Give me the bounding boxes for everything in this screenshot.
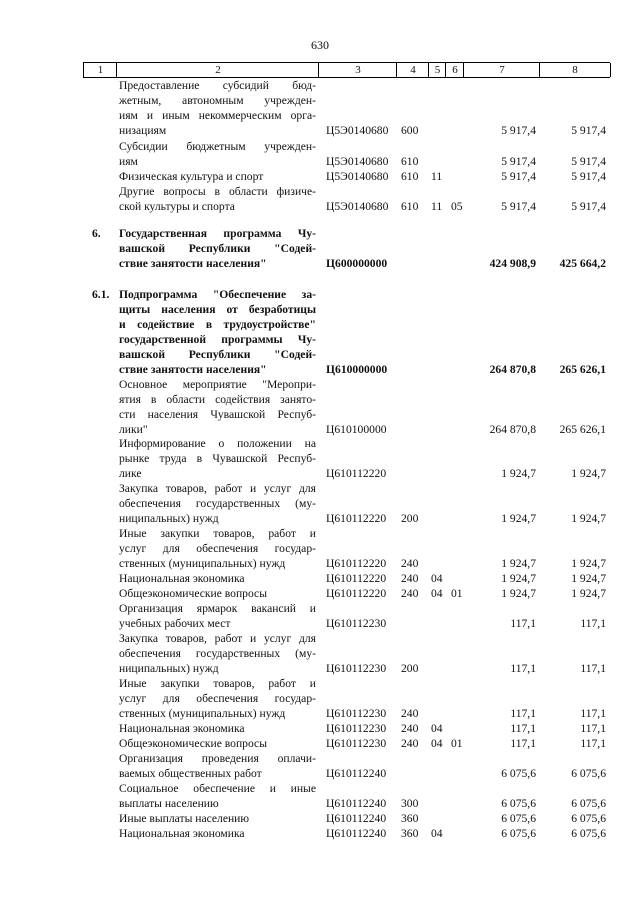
table-row bbox=[0, 481, 640, 526]
row-description bbox=[119, 526, 316, 571]
table-row bbox=[0, 781, 640, 811]
description-line: низациям bbox=[119, 124, 167, 137]
description-line: обеспечения государственных (му- bbox=[119, 497, 316, 510]
expense-type-code: 610 bbox=[401, 170, 419, 183]
expense-type-code: 610 bbox=[401, 200, 419, 213]
amount-col-8: 117,1 bbox=[580, 722, 606, 735]
section-code: 04 bbox=[431, 587, 443, 600]
description-line: Организация ярмарок вакансий и bbox=[119, 602, 316, 615]
header-col-3: 3 bbox=[318, 63, 397, 77]
header-col-7: 7 bbox=[463, 63, 540, 77]
target-article-code: Ц610112230 bbox=[326, 662, 387, 675]
description-line: Другие вопросы в области физиче- bbox=[119, 185, 316, 198]
amount-col-7: 5 917,4 bbox=[501, 200, 536, 213]
table-row bbox=[0, 586, 640, 601]
amount-col-8: 117,1 bbox=[580, 662, 606, 675]
expense-type-code: 200 bbox=[401, 662, 419, 675]
table-row bbox=[0, 721, 640, 736]
row-description bbox=[119, 139, 316, 169]
section-code: 04 bbox=[431, 572, 443, 585]
amount-col-8: 1 924,7 bbox=[571, 467, 606, 480]
expense-type-code: 300 bbox=[401, 797, 419, 810]
section-code: 04 bbox=[431, 722, 443, 735]
target-article-code: Ц5Э0140680 bbox=[326, 124, 389, 137]
description-line: выплаты населению bbox=[119, 797, 219, 810]
target-article-code: Ц610112220 bbox=[326, 587, 387, 600]
description-line: Иные закупки товаров, работ и bbox=[119, 677, 316, 690]
target-article-code: Ц610112230 bbox=[326, 722, 387, 735]
target-article-code: Ц610112220 bbox=[326, 572, 387, 585]
row-description bbox=[119, 631, 316, 676]
target-article-code: Ц610112230 bbox=[326, 707, 387, 720]
description-line: Основное мероприятие "Меропри- bbox=[119, 378, 316, 391]
description-line: Субсидии бюджетным учрежден- bbox=[119, 140, 316, 153]
expense-type-code: 240 bbox=[401, 572, 419, 585]
description-line: жетным, автономным учрежден- bbox=[119, 94, 316, 107]
target-article-code: Ц610112220 bbox=[326, 512, 387, 525]
section-code: 04 bbox=[431, 737, 443, 750]
expense-type-code: 240 bbox=[401, 707, 419, 720]
amount-col-7: 6 075,6 bbox=[501, 767, 536, 780]
amount-col-7: 1 924,7 bbox=[501, 557, 536, 570]
amount-col-7: 1 924,7 bbox=[501, 572, 536, 585]
description-line: Закупка товаров, работ и услуг для bbox=[119, 632, 316, 645]
table-row bbox=[0, 184, 640, 214]
expense-type-code: 240 bbox=[401, 587, 419, 600]
description-line: Национальная экономика bbox=[119, 572, 245, 585]
amount-col-7: 6 075,6 bbox=[501, 812, 536, 825]
amount-col-8: 265 626,1 bbox=[559, 363, 606, 376]
description-line: и содействие в трудоустройстве" bbox=[119, 318, 316, 331]
description-line: Предоставление субсидий бюд- bbox=[119, 79, 316, 92]
row-description bbox=[119, 436, 316, 481]
expense-type-code: 240 bbox=[401, 722, 419, 735]
description-line: обеспечения государственных (му- bbox=[119, 647, 316, 660]
target-article-code: Ц610112240 bbox=[326, 812, 387, 825]
amount-col-7: 5 917,4 bbox=[501, 155, 536, 168]
target-article-code: Ц610112240 bbox=[326, 797, 387, 810]
description-line: ственных (муниципальных) нужд bbox=[119, 557, 286, 570]
row-description bbox=[119, 736, 316, 751]
description-line: Национальная экономика bbox=[119, 827, 245, 840]
amount-col-8: 265 626,1 bbox=[559, 423, 606, 436]
description-line: иям bbox=[119, 155, 138, 168]
description-line: государственной программы Чу- bbox=[119, 333, 316, 346]
amount-col-8: 1 924,7 bbox=[571, 512, 606, 525]
amount-col-7: 264 870,8 bbox=[489, 423, 536, 436]
description-line: Информирование о положении на bbox=[119, 437, 316, 450]
subsection-code: 05 bbox=[451, 200, 463, 213]
description-line: иям и иным некоммерческим орга- bbox=[119, 109, 316, 122]
expense-type-code: 240 bbox=[401, 737, 419, 750]
target-article-code: Ц5Э0140680 bbox=[326, 200, 389, 213]
amount-col-8: 117,1 bbox=[580, 707, 606, 720]
table-row bbox=[0, 436, 640, 481]
description-line: ятия в области содействия занято- bbox=[119, 393, 316, 406]
table-row bbox=[0, 226, 640, 271]
amount-col-8: 1 924,7 bbox=[571, 572, 606, 585]
section-code: 11 bbox=[431, 200, 443, 213]
row-description bbox=[119, 721, 316, 736]
expense-type-code: 360 bbox=[401, 827, 419, 840]
amount-col-8: 5 917,4 bbox=[571, 200, 606, 213]
description-line: вашской Республики "Содей- bbox=[119, 348, 316, 361]
row-description bbox=[119, 751, 316, 781]
amount-col-8: 117,1 bbox=[580, 737, 606, 750]
amount-col-7: 6 075,6 bbox=[501, 797, 536, 810]
table-row bbox=[0, 601, 640, 631]
table-row bbox=[0, 826, 640, 841]
target-article-code: Ц610112230 bbox=[326, 737, 387, 750]
amount-col-8: 5 917,4 bbox=[571, 124, 606, 137]
description-line: услуг для обеспечения государ- bbox=[119, 692, 316, 705]
amount-col-7: 117,1 bbox=[510, 662, 536, 675]
description-line: рынке труда в Чувашской Респуб- bbox=[119, 452, 316, 465]
description-line: лике bbox=[119, 467, 142, 480]
amount-col-8: 117,1 bbox=[580, 617, 606, 630]
target-article-code: Ц600000000 bbox=[326, 257, 388, 270]
row-number: 6.1. bbox=[92, 288, 110, 301]
description-line: Иные выплаты населению bbox=[119, 812, 250, 825]
description-line: Национальная экономика bbox=[119, 722, 245, 735]
description-line: учебных рабочих мест bbox=[119, 617, 231, 630]
description-line: Общеэкономические вопросы bbox=[119, 737, 267, 750]
description-line: ствие занятости населения" bbox=[119, 363, 267, 376]
expense-type-code: 600 bbox=[401, 124, 419, 137]
amount-col-7: 117,1 bbox=[510, 737, 536, 750]
target-article-code: Ц610112220 bbox=[326, 557, 387, 570]
table-row bbox=[0, 139, 640, 169]
description-line: сти населения Чувашской Респуб- bbox=[119, 408, 316, 421]
amount-col-8: 6 075,6 bbox=[571, 827, 606, 840]
amount-col-8: 5 917,4 bbox=[571, 155, 606, 168]
description-line: Организация проведения оплачи- bbox=[119, 752, 316, 765]
amount-col-7: 1 924,7 bbox=[501, 512, 536, 525]
target-article-code: Ц5Э0140680 bbox=[326, 170, 389, 183]
amount-col-7: 264 870,8 bbox=[489, 363, 536, 376]
description-line: лики" bbox=[119, 423, 148, 436]
amount-col-7: 117,1 bbox=[510, 617, 536, 630]
amount-col-8: 5 917,4 bbox=[571, 170, 606, 183]
target-article-code: Ц610112230 bbox=[326, 617, 387, 630]
row-description bbox=[119, 377, 316, 437]
description-line: услуг для обеспечения государ- bbox=[119, 542, 316, 555]
table-row bbox=[0, 676, 640, 721]
table-row bbox=[0, 751, 640, 781]
amount-col-7: 117,1 bbox=[510, 722, 536, 735]
target-article-code: Ц610112240 bbox=[326, 767, 387, 780]
table-row bbox=[0, 571, 640, 586]
row-description bbox=[119, 226, 316, 271]
amount-col-8: 425 664,2 bbox=[559, 257, 606, 270]
page-number: 630 bbox=[311, 38, 329, 52]
amount-col-7: 117,1 bbox=[510, 707, 536, 720]
description-line: ниципальных) нужд bbox=[119, 512, 219, 525]
table-row bbox=[0, 287, 640, 377]
header-col-2: 2 bbox=[116, 63, 319, 77]
subsection-code: 01 bbox=[451, 737, 463, 750]
row-description bbox=[119, 811, 316, 826]
target-article-code: Ц5Э0140680 bbox=[326, 155, 389, 168]
section-code: 11 bbox=[431, 170, 443, 183]
description-line: Социальное обеспечение и иные bbox=[119, 782, 316, 795]
description-line: Иные закупки товаров, работ и bbox=[119, 527, 316, 540]
row-description bbox=[119, 184, 316, 214]
table-row bbox=[0, 78, 640, 138]
row-description bbox=[119, 481, 316, 526]
row-description bbox=[119, 78, 316, 138]
table-row bbox=[0, 631, 640, 676]
amount-col-7: 5 917,4 bbox=[501, 124, 536, 137]
description-line: Подпрограмма "Обеспечение за- bbox=[119, 288, 316, 301]
row-number: 6. bbox=[92, 227, 101, 240]
header-col-6: 6 bbox=[445, 63, 464, 77]
expense-type-code: 200 bbox=[401, 512, 419, 525]
target-article-code: Ц610100000 bbox=[326, 423, 387, 436]
subsection-code: 01 bbox=[451, 587, 463, 600]
row-description bbox=[119, 781, 316, 811]
header-col-1: 1 bbox=[83, 63, 117, 77]
expense-type-code: 360 bbox=[401, 812, 419, 825]
amount-col-7: 1 924,7 bbox=[501, 587, 536, 600]
description-line: Закупка товаров, работ и услуг для bbox=[119, 482, 316, 495]
description-line: ственных (муниципальных) нужд bbox=[119, 707, 286, 720]
table-row bbox=[0, 377, 640, 437]
amount-col-8: 1 924,7 bbox=[571, 557, 606, 570]
table-row bbox=[0, 169, 640, 184]
row-description bbox=[119, 601, 316, 631]
description-line: Государственная программа Чу- bbox=[119, 227, 316, 240]
amount-col-8: 6 075,6 bbox=[571, 797, 606, 810]
row-description bbox=[119, 169, 316, 184]
table-row bbox=[0, 811, 640, 826]
expense-type-code: 240 bbox=[401, 557, 419, 570]
description-line: Физическая культура и спорт bbox=[119, 170, 264, 183]
description-line: ваемых общественных работ bbox=[119, 767, 262, 780]
header-col-8: 8 bbox=[539, 63, 611, 77]
amount-col-7: 6 075,6 bbox=[501, 827, 536, 840]
expense-type-code: 610 bbox=[401, 155, 419, 168]
table-row bbox=[0, 526, 640, 571]
description-line: Общеэкономические вопросы bbox=[119, 587, 267, 600]
amount-col-8: 6 075,6 bbox=[571, 767, 606, 780]
description-line: вашской Республики "Содей- bbox=[119, 242, 316, 255]
description-line: щиты населения от безработицы bbox=[119, 303, 316, 316]
header-col-5: 5 bbox=[428, 63, 446, 77]
target-article-code: Ц610000000 bbox=[326, 363, 388, 376]
amount-col-8: 1 924,7 bbox=[571, 587, 606, 600]
amount-col-7: 1 924,7 bbox=[501, 467, 536, 480]
row-description bbox=[119, 287, 316, 377]
amount-col-8: 6 075,6 bbox=[571, 812, 606, 825]
row-description bbox=[119, 676, 316, 721]
amount-col-7: 5 917,4 bbox=[501, 170, 536, 183]
header-col-4: 4 bbox=[396, 63, 429, 77]
row-description bbox=[119, 571, 316, 586]
row-description bbox=[119, 826, 316, 841]
description-line: ской культуры и спорта bbox=[119, 200, 235, 213]
row-description bbox=[119, 586, 316, 601]
section-code: 04 bbox=[431, 827, 443, 840]
target-article-code: Ц610112220 bbox=[326, 467, 387, 480]
description-line: ствие занятости населения" bbox=[119, 257, 267, 270]
amount-col-7: 424 908,9 bbox=[489, 257, 536, 270]
description-line: ниципальных) нужд bbox=[119, 662, 219, 675]
target-article-code: Ц610112240 bbox=[326, 827, 387, 840]
table-row bbox=[0, 736, 640, 751]
table-header bbox=[83, 62, 610, 78]
